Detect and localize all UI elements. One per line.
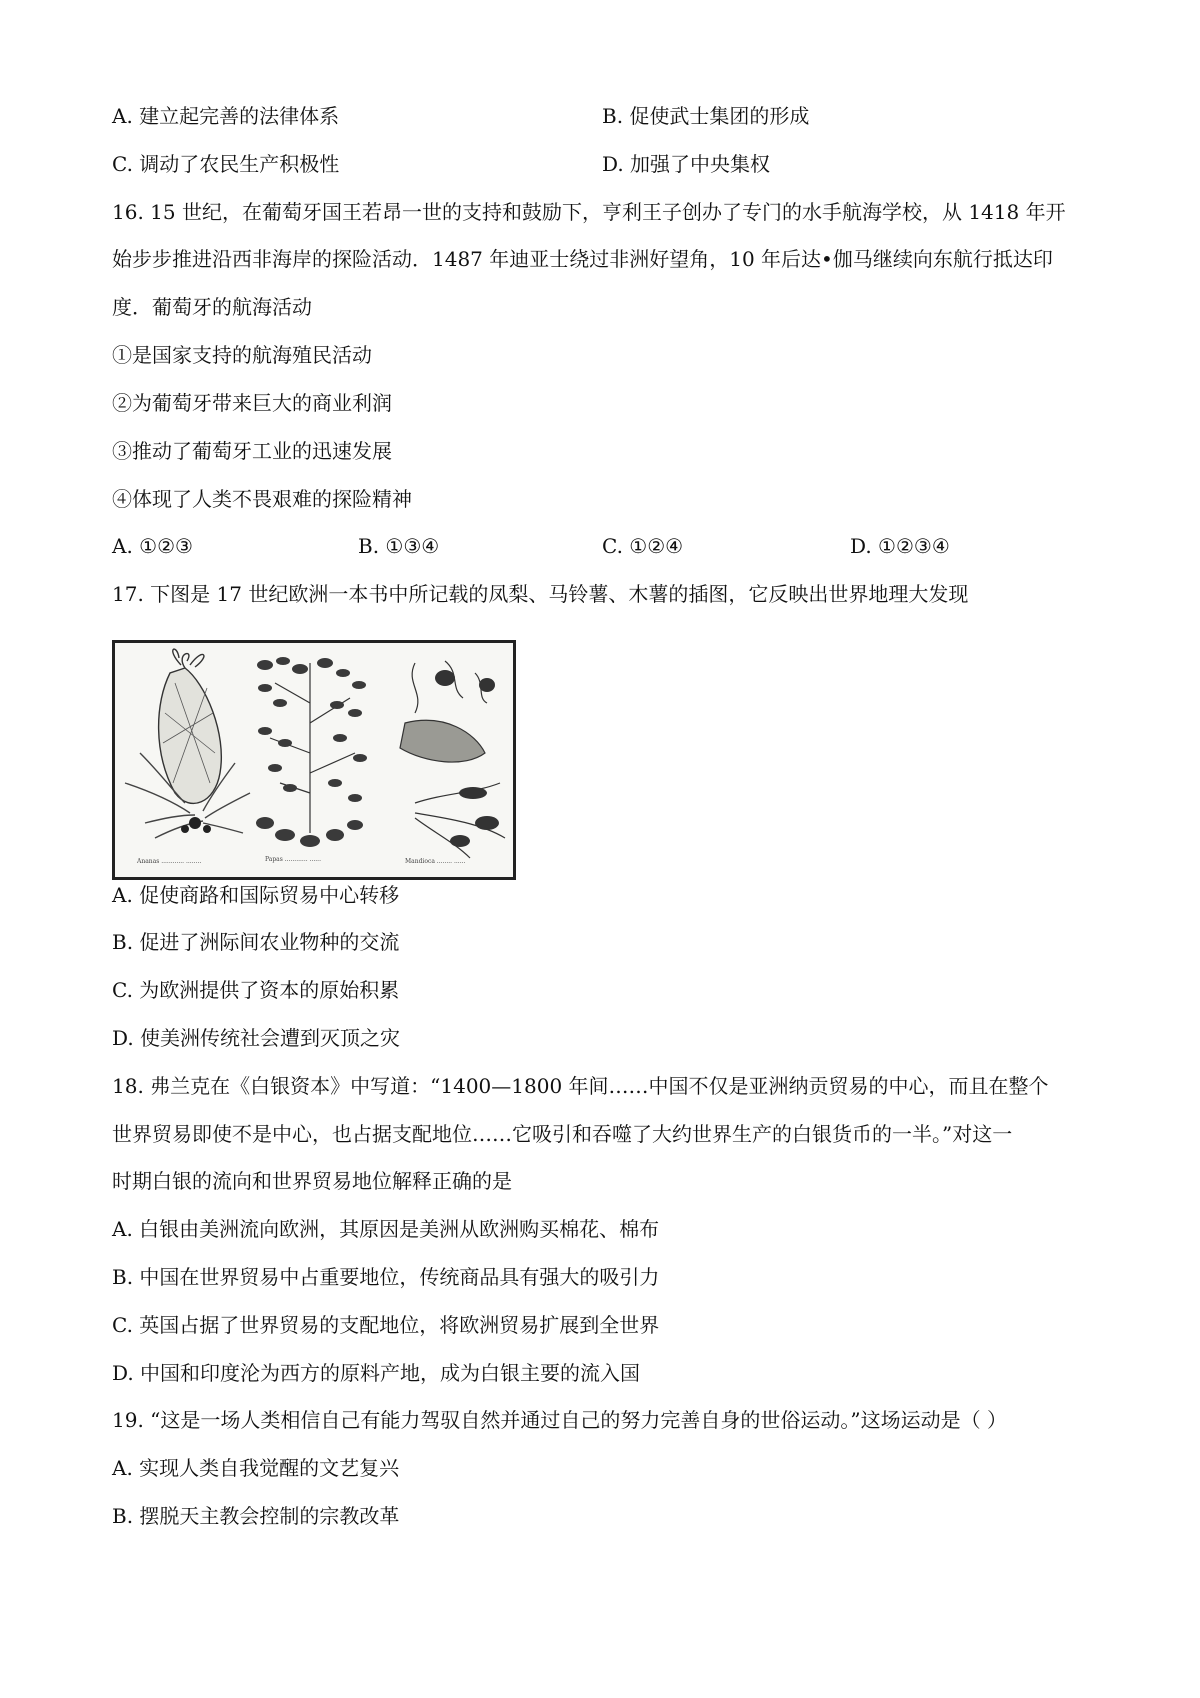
q16-stem-line-2: 始步步推进沿西非海岸的探险活动．1487 年迪亚士绕过非洲好望角，10 年后达•伽马继续向东航行抵达印 (112, 247, 1053, 271)
svg-text:Ananas ............ ........: Ananas ............ ........ (137, 858, 202, 865)
botanical-illustration (112, 640, 516, 880)
q16-statement-3: ③推动了葡萄牙工业的迅速发展 (112, 439, 392, 463)
q16-option-d: D. ①②③④ (850, 534, 950, 558)
q18-option-b: B. 中国在世界贸易中占重要地位，传统商品具有强大的吸引力 (112, 1265, 660, 1289)
q15-option-b: B. 促使武士集团的形成 (602, 104, 810, 128)
q19-option-b: B. 摆脱天主教会控制的宗教改革 (112, 1504, 400, 1528)
q17-stem: 17. 下图是 17 世纪欧洲一本书中所记载的凤梨、马铃薯、木薯的插图，它反映出世界地理大发现 (112, 582, 969, 606)
q15-option-a: A. 建立起完善的法律体系 (112, 104, 340, 128)
q19-stem: 19. “这是一场人类相信自己有能力驾驭自然并通过自己的努力完善自身的世俗运动。”这场运动是（ ） (112, 1408, 1007, 1432)
q18-stem-line-2: 世界贸易即使不是中心，也占据支配地位……它吸引和吞噬了大约世界生产的白银货币的一半。”对这一 (112, 1122, 1013, 1146)
q17-option-c: C. 为欧洲提供了资本的原始积累 (112, 978, 400, 1002)
q15-option-c: C. 调动了农民生产积极性 (112, 152, 340, 176)
q17-option-d: D. 使美洲传统社会遭到灭顶之灾 (112, 1026, 401, 1050)
q16-option-c: C. ①②④ (602, 534, 684, 558)
q18-option-c: C. 英国占据了世界贸易的支配地位，将欧洲贸易扩展到全世界 (112, 1313, 660, 1337)
q16-stem-line-3: 度．葡萄牙的航海活动 (112, 295, 312, 319)
q17-option-a: A. 促使商路和国际贸易中心转移 (112, 883, 400, 907)
q17-option-b: B. 促进了洲际间农业物种的交流 (112, 930, 400, 954)
q18-stem-line-1: 18. 弗兰克在《白银资本》中写道：“1400—1800 年间……中国不仅是亚洲纳贡贸易的中心，而且在整个 (112, 1074, 1049, 1098)
q16-statement-4: ④体现了人类不畏艰难的探险精神 (112, 487, 412, 511)
q16-option-a: A. ①②③ (112, 534, 193, 558)
q15-option-d: D. 加强了中央集权 (602, 152, 771, 176)
q16-option-b: B. ①③④ (358, 534, 440, 558)
q18-stem-line-3: 时期白银的流向和世界贸易地位解释正确的是 (112, 1169, 512, 1193)
q16-stem-line-1: 16. 15 世纪，在葡萄牙国王若昂一世的支持和鼓励下，亨利王子创办了专门的水手航海学校，从 1418 年开 (112, 200, 1066, 224)
svg-text:Mandioca ........ ......: Mandioca ........ ...... (405, 858, 466, 865)
q16-statement-2: ②为葡萄牙带来巨大的商业利润 (112, 391, 392, 415)
q18-option-d: D. 中国和印度沦为西方的原料产地，成为白银主要的流入国 (112, 1361, 641, 1385)
svg-text:Papas ............ ......: Papas ............ ...... (265, 856, 321, 863)
plant-sketch-icon (115, 643, 513, 877)
q16-statement-1: ①是国家支持的航海殖民活动 (112, 343, 372, 367)
q19-option-a: A. 实现人类自我觉醒的文艺复兴 (112, 1456, 400, 1480)
q18-option-a: A. 白银由美洲流向欧洲，其原因是美洲从欧洲购买棉花、棉布 (112, 1217, 660, 1241)
